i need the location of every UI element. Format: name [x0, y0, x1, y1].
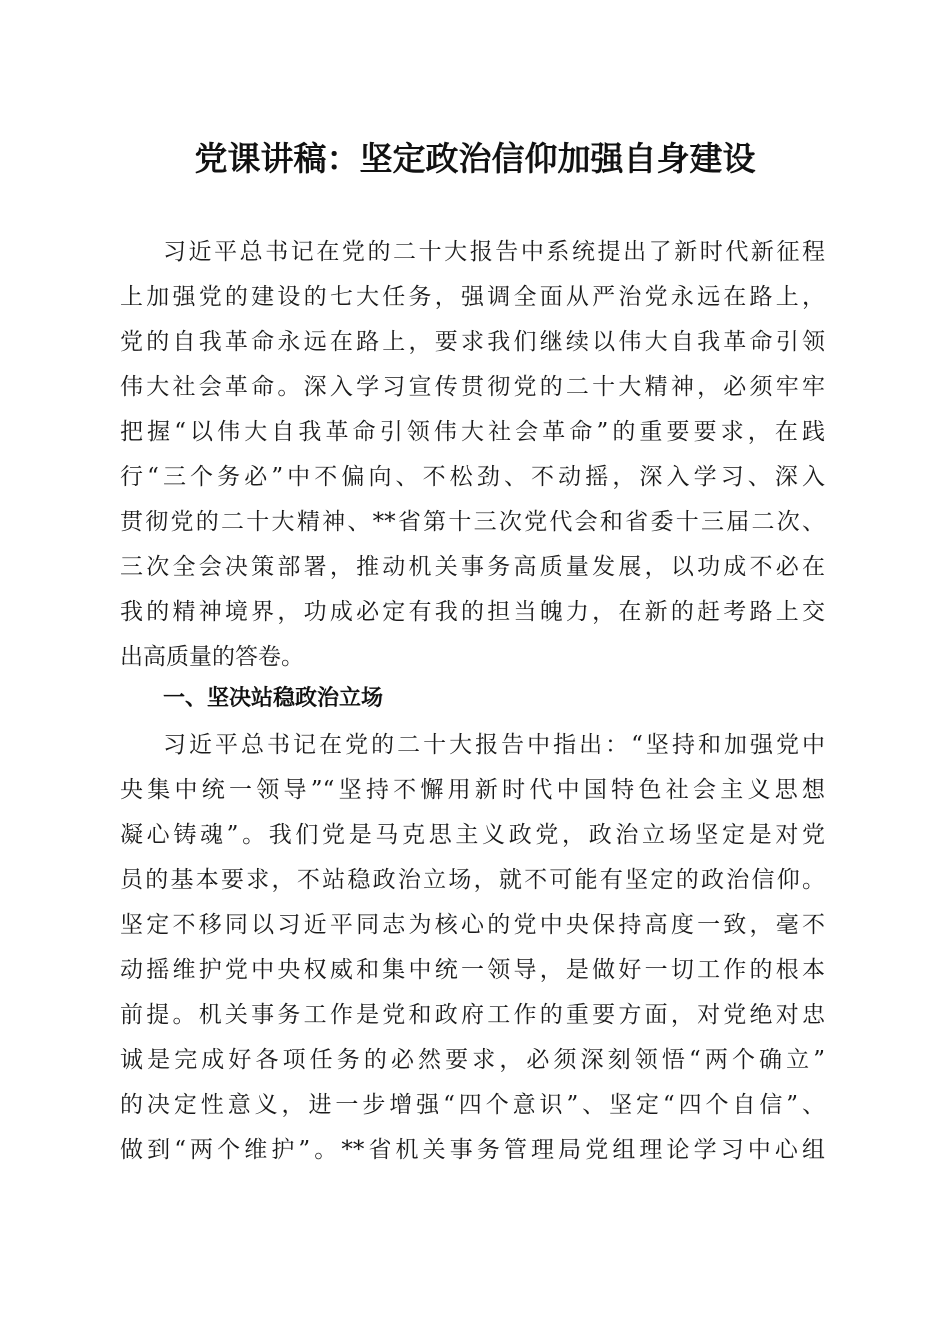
- intro-line: 党的自我革命永远在路上，要求我们继续以伟大自我革命引领: [120, 329, 825, 355]
- section-line: 动摇维护党中央权威和集中统一领导，是做好一切工作的根本: [120, 957, 825, 983]
- intro-line: 我的精神境界，功成必定有我的担当魄力，在新的赶考路上交: [120, 599, 825, 625]
- intro-line: 上加强党的建设的七大任务，强调全面从严治党永远在路上，: [120, 284, 825, 310]
- section-line: 诚是完成好各项任务的必然要求，必须深刻领悟“两个确立”: [120, 1047, 825, 1073]
- intro-line: 出高质量的答卷。: [120, 644, 304, 670]
- section-line: 前提。机关事务工作是党和政府工作的重要方面，对党绝对忠: [120, 1002, 825, 1028]
- section-line: 央集中统一领导”“坚持不懈用新时代中国特色社会主义思想: [120, 777, 825, 803]
- intro-line: 伟大社会革命。深入学习宣传贯彻党的二十大精神，必须牢牢: [120, 374, 825, 400]
- intro-line: 三次全会决策部署，推动机关事务高质量发展，以功成不必在: [120, 554, 825, 580]
- section-line: 习近平总书记在党的二十大报告中指出：“坚持和加强党中: [163, 732, 825, 758]
- document-title: 党课讲稿：坚定政治信仰加强自身建设: [194, 139, 756, 178]
- section-heading: 一、坚决站稳政治立场: [163, 686, 384, 711]
- section-line: 的决定性意义，进一步增强“四个意识”、坚定“四个自信”、: [120, 1092, 825, 1118]
- section-line: 员的基本要求，不站稳政治立场，就不可能有坚定的政治信仰。: [120, 867, 825, 893]
- intro-line: 把握“以伟大自我革命引领伟大社会革命”的重要要求，在践: [120, 419, 825, 445]
- intro-line: 贯彻党的二十大精神、**省第十三次党代会和省委十三届二次、: [120, 509, 825, 535]
- section-line: 坚定不移同以习近平同志为核心的党中央保持高度一致，毫不: [120, 912, 825, 938]
- section-line: 做到“两个维护”。**省机关事务管理局党组理论学习中心组: [120, 1137, 825, 1163]
- intro-line: 行“三个务必”中不偏向、不松劲、不动摇，深入学习、深入: [120, 464, 825, 490]
- intro-line: 习近平总书记在党的二十大报告中系统提出了新时代新征程: [163, 239, 825, 265]
- section-line: 凝心铸魂”。我们党是马克思主义政党，政治立场坚定是对党: [120, 822, 825, 848]
